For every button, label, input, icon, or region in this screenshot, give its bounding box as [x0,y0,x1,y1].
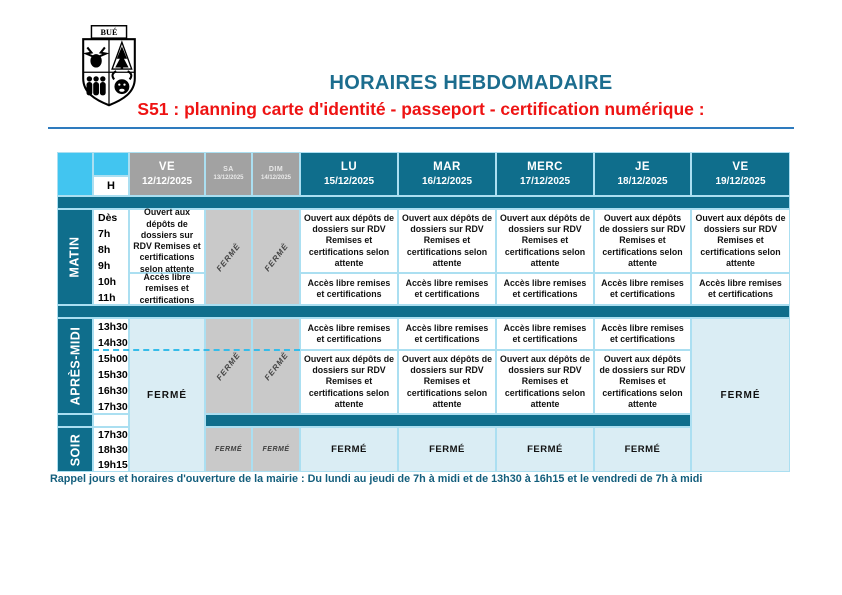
corner-block [57,152,93,196]
commune-coat-of-arms [77,24,141,108]
cell-apresmidi-sa-ferme: FERMÉ [205,318,252,414]
day-header-ve1: VE 12/12/2025 [129,152,205,196]
cell-matin-lu-open: Ouvert aux dépôts de dossiers sur RDV Remises et certifications selon attente [300,209,398,273]
day-header-sa: SA 13/12/2025 [205,152,252,196]
section-separator [57,305,790,318]
cell-apresmidi-mar-open: Ouvert aux dépôts de dossiers sur RDV Remises et certifications selon attente [398,350,496,414]
section-label-matin: MATIN [57,209,93,305]
cell-apresmidi-mar-libre: Accès libre remises et certifications [398,318,496,350]
page-subtitle: S51 : planning carte d'identité - passeport - certification numérique : [137,99,705,119]
day-header-mar: MAR 16/12/2025 [398,152,496,196]
section-label-soir: SOIR [57,427,93,472]
day-header-ve2: VE 19/12/2025 [691,152,790,196]
cell-apresmidi-lu-open: Ouvert aux dépôts de dossiers sur RDV Remises et certifications selon attente [300,350,398,414]
cell-soir-je-ferme: FERMÉ [594,427,691,472]
cell-apresmidi-dim-ferme: FERMÉ [252,318,300,414]
time-column-soir: 17h30 18h30 19h15 [93,427,129,472]
cell-matin-je-libre: Accès libre remises et certifications [594,273,691,305]
cell-apresmidi-merc-libre: Accès libre remises et certifications [496,318,594,350]
day-header-je: JE 18/12/2025 [594,152,691,196]
cell-soir-sa-ferme: FERMÉ [205,427,252,472]
section-label-apres-midi: APRÈS-MIDI [57,318,93,414]
schedule-table [57,152,790,472]
cell-matin-ve2-open: Ouvert aux dépôts de dossiers sur RDV Remises et certifications selon attente [691,209,790,273]
page-title: HORAIRES HEBDOMADAIRE [329,72,613,94]
corner-block-top [93,152,129,176]
cell-matin-sa-ferme: FERMÉ [205,209,252,305]
cell-soir-mar-ferme: FERMÉ [398,427,496,472]
cell-apresmidi-je-libre: Accès libre remises et certifications [594,318,691,350]
separator-gap [93,414,129,427]
logo-banner-text: BUÉ [100,28,118,38]
cell-apresmidi-je-open: Ouvert aux dépôts de dossiers sur RDV Remises et certifications selon attente [594,350,691,414]
cell-soir-merc-ferme: FERMÉ [496,427,594,472]
day-header-lu: LU 15/12/2025 [300,152,398,196]
cell-matin-ve1-libre: Accès libre remises et certifications [129,273,205,305]
footer-note: Rappel jours et horaires d'ouverture de la mairie : Du lundi au jeudi de 7h à midi et de 13h30 à 16h15 et le vendredi de 7h à midi [50,473,703,485]
cell-matin-dim-ferme: FERMÉ [252,209,300,305]
cell-apresmidi-soir-ve2-ferme: FERMÉ [691,318,790,472]
cell-matin-ve1-open: Ouvert aux dépôts de dossiers sur RDV Remises et certifications selon attente [129,209,205,273]
cell-matin-merc-libre: Accès libre remises et certifications [496,273,594,305]
cell-matin-je-open: Ouvert aux dépôts de dossiers sur RDV Remises et certifications selon attente [594,209,691,273]
cell-soir-lu-ferme: FERMÉ [300,427,398,472]
time-column-matin: Dès 7h 8h 9h 10h 11h [93,209,129,305]
cell-matin-mar-open: Ouvert aux dépôts de dossiers sur RDV Remises et certifications selon attente [398,209,496,273]
cell-matin-merc-open: Ouvert aux dépôts de dossiers sur RDV Remises et certifications selon attente [496,209,594,273]
title-divider [48,127,794,129]
cell-matin-lu-libre: Accès libre remises et certifications [300,273,398,305]
dashed-time-divider [93,349,300,351]
cell-soir-dim-ferme: FERMÉ [252,427,300,472]
day-header-merc: MERC 17/12/2025 [496,152,594,196]
cell-matin-mar-libre: Accès libre remises et certifications [398,273,496,305]
cell-matin-ve2-libre: Accès libre remises et certifications [691,273,790,305]
hour-column-header: H [93,176,129,196]
cell-apresmidi-merc-open: Ouvert aux dépôts de dossiers sur RDV Remises et certifications selon attente [496,350,594,414]
section-separator [205,414,691,427]
section-separator [57,414,93,427]
cell-apresmidi-lu-libre: Accès libre remises et certifications [300,318,398,350]
cell-apresmidi-soir-ve1-ferme: FERMÉ [129,318,205,472]
time-column-apres-midi: 13h30 14h30 15h00 15h30 16h30 17h30 [93,318,129,414]
day-header-dim: DIM 14/12/2025 [252,152,300,196]
